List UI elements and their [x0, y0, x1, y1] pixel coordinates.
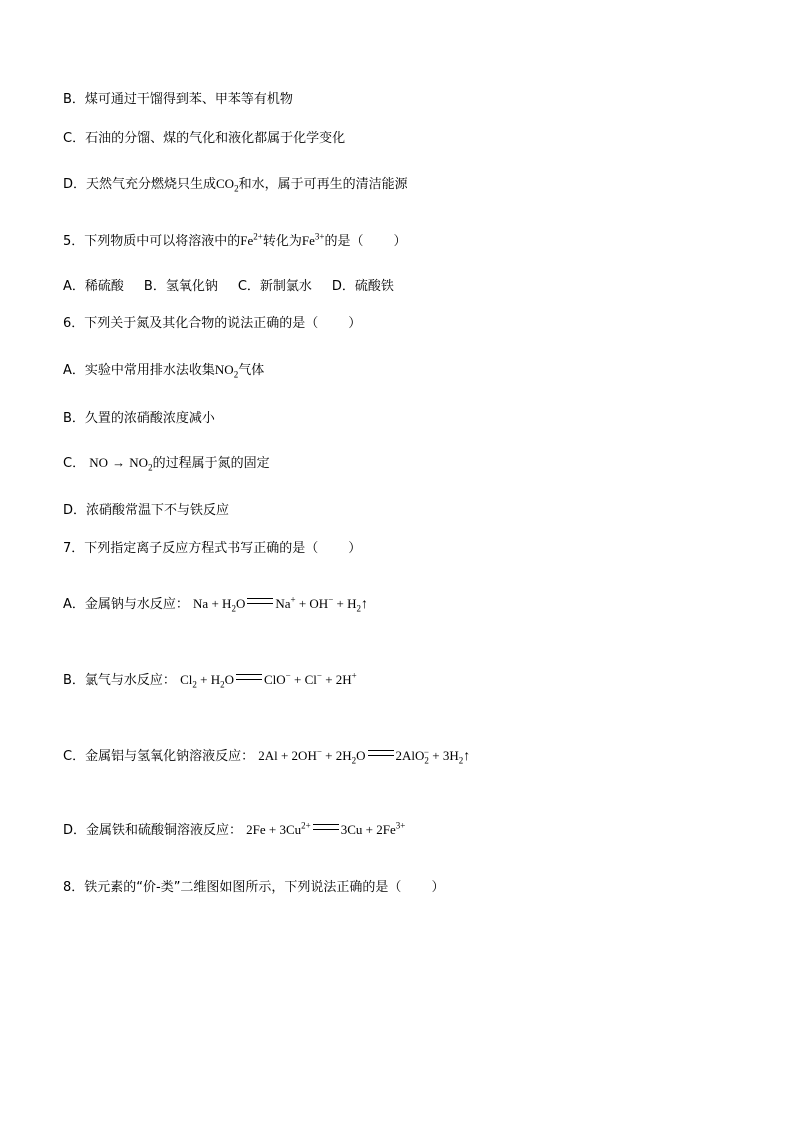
q5-option-a[interactable]: A．稀硫酸 [63, 279, 124, 294]
q4-option-b: B．煤可通过干馏得到苯、甲苯等有机物 [63, 92, 293, 107]
q7-option-a: A．金属钠与水反应： $Na + H_2O$ $Na^+ + OH^- + H_2↑$ [63, 594, 368, 614]
q5-option-b[interactable]: B．氢氧化钠 [143, 279, 218, 294]
q6-stem: 6．下列关于氮及其化合物的说法正确的是（ ） [63, 316, 362, 331]
q7-option-b: B．氯气与水反应： $Cl_2 + H_2O$ ClO− + Cl− + 2H+ [63, 670, 357, 690]
equation-b: $Cl_2 + H_2O$ ClO− + Cl− + 2H+ [180, 670, 357, 690]
q5-option-d[interactable]: D．硫酸铁 [331, 279, 394, 294]
q6-option-c: C． NO → $NO_2$的过程属于氮的固定 [63, 455, 270, 473]
q4-option-c: C．石油的分馏、煤的气化和液化都属于化学变化 [63, 131, 346, 146]
q4-option-d: D．天然气充分燃烧只生成$CO_2$和水，属于可再生的清洁能源 [63, 176, 408, 194]
q6-option-b: B．久置的浓硝酸浓度减小 [63, 411, 215, 426]
q7-option-d: D．金属铁和硫酸铜溶液反应： $2Fe + 3Cu^{2+}$ $3Cu + 2Fe^{3+}$ [63, 820, 406, 838]
equation-a: $Na + H_2O$ $Na^+ + OH^- + H_2↑$ [193, 594, 368, 614]
q5-stem: 5．下列物质中可以将溶液中的$Fe^{2+}$转化为$Fe^{3+}$的是（ ） [63, 231, 407, 249]
equation-d: $2Fe + 3Cu^{2+}$ $3Cu + 2Fe^{3+}$ [246, 820, 406, 837]
q6-option-a: A．实验中常用排水法收集$NO_2$气体 [63, 362, 265, 380]
q6-option-d: D．浓硝酸常温下不与铁反应 [63, 503, 230, 518]
q8-stem: 8．铁元素的“价-类”二维图如图所示，下列说法正确的是（ ） [63, 880, 445, 895]
q5-options [63, 279, 394, 295]
q7-option-c: C．金属铝与氢氧化钠溶液反应： $2Al + 2OH^- + 2H_2O$ $2AlO_2^- + 3H_2↑$ [63, 746, 471, 766]
equation-c: $2Al + 2OH^- + 2H_2O$ $2AlO_2^- + 3H_2↑$ [258, 746, 471, 766]
q7-stem: 7．下列指定离子反应方程式书写正确的是（ ） [63, 541, 362, 556]
q5-option-c[interactable]: C．新制氯水 [237, 279, 312, 294]
